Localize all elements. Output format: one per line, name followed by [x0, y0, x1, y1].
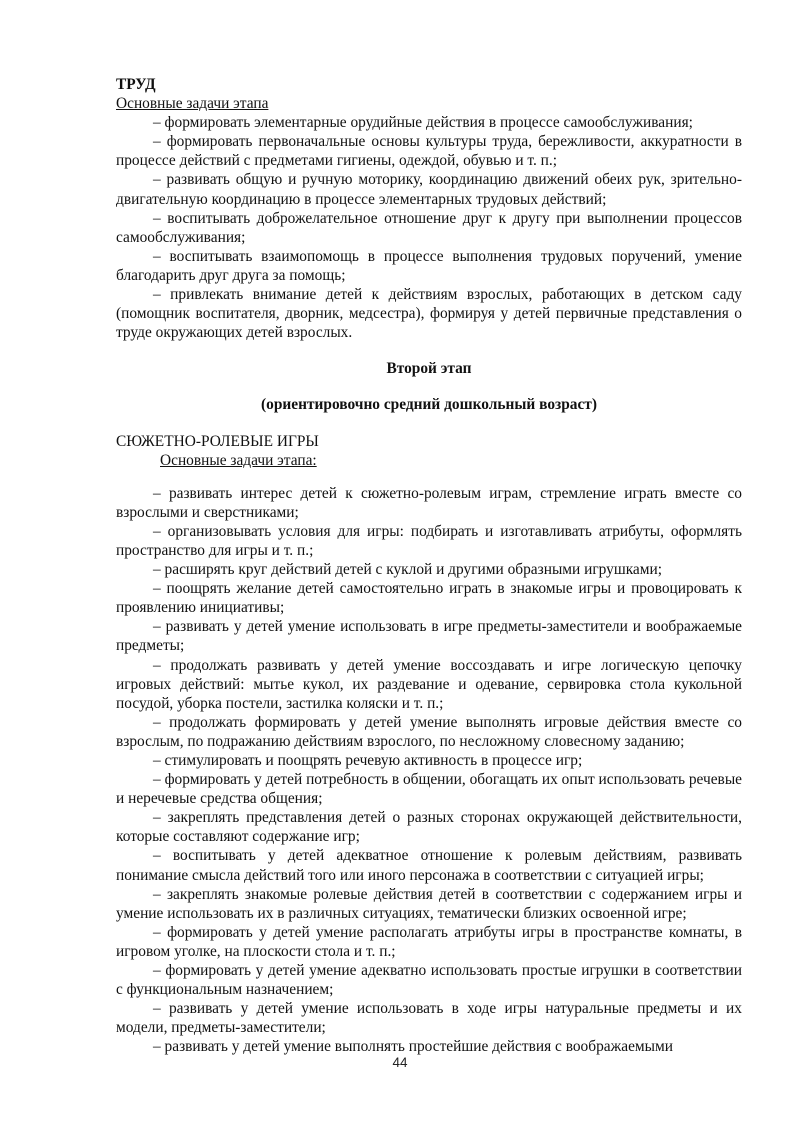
list-item: – расширять круг действий детей с куклой и другими образными игрушками; [153, 561, 663, 579]
list-item: – закреплять знакомые ролевые действия детей в соответствии с содержанием игры и умение использовать их в различных ситуациях, тематически близких освоенной игре; [116, 885, 742, 922]
list-item: – продолжать развивать у детей умение воссоздавать и игре логическую цепочку игровых действий: мытье кукол, их раздевание и одевание, сервировка стола кукольной посудой, уборка постели, застилка коляски и т. п.; [116, 656, 742, 712]
list-item: – развивать интерес детей к сюжетно-ролевым играм, стремление играть вместе со взрослыми и сверстниками; [116, 484, 742, 521]
stage-title: Второй этап [386, 360, 472, 378]
list-item: – развивать у детей умение использовать в ходе игры натуральные предметы и их модели, предметы-заместители; [116, 1000, 742, 1037]
document-page [116, 75, 742, 1057]
section-title-trud: ТРУД [116, 76, 156, 93]
list-item: – привлекать внимание детей к действиям взрослых, работающих в детском саду (помощник воспитателя, дворник, медсестра), формируя у детей первичные представления о труде окружающих детей взрослых. [116, 286, 742, 342]
page-number: 44 [392, 1055, 408, 1070]
list-item: – стимулировать и поощрять речевую активность в процессе игр; [153, 752, 583, 769]
list-item: – формировать первоначальные основы культуры труда, бережливости, аккуратности в процессе действий с предметами гигиены, одеждой, обувью и т. п.; [116, 133, 742, 170]
list-item: – развивать общую и ручную моторику, координацию движений обеих рук, зрительно-двигательную координацию в процессе элементарных трудовых действий; [116, 171, 742, 208]
list-item: – воспитывать доброжелательное отношение друг к другу при выполнении процессов самообслуживания; [116, 209, 742, 246]
stage-subtitle: (ориентировочно средний дошкольный возраст) [261, 396, 597, 414]
list-item: – формировать у детей умение адекватно использовать простые игрушки в соответствии с функциональным назначением; [116, 962, 742, 999]
list-item: – организовывать условия для игры: подбирать и изготавливать атрибуты, оформлять пространство для игры и т. п.; [116, 522, 742, 559]
list-item: – развивать у детей умение использовать в игре предметы-заместители и воображаемые предметы; [116, 618, 742, 655]
list-item: – развивать у детей умение выполнять простейшие действия с воображаемыми [153, 1038, 673, 1056]
list-item: – поощрять желание детей самостоятельно играть в знакомые игры и провоцировать к проявлению инициативы; [116, 580, 742, 617]
section-subtitle-games: Основные задачи этапа: [160, 451, 317, 469]
list-item: – формировать у детей потребность в общении, обогащать их опыт использовать речевые и неречевые средства общения; [116, 771, 742, 808]
list-item: – формировать элементарные орудийные действия в процессе самообслуживания; [153, 114, 693, 132]
list-item: – воспитывать взаимопомощь в процессе выполнения трудовых поручений, умение благодарить друг друга за помощь; [116, 247, 742, 284]
list-item: – формировать у детей умение располагать атрибуты игры в пространстве комнаты, в игровом уголке, на плоскости стола и т. п.; [116, 923, 742, 960]
list-item: – продолжать формировать у детей умение выполнять игровые действия вместе со взрослым, по подражанию действиям взрослого, по несложному словесному заданию; [116, 713, 742, 750]
list-item: – закреплять представления детей о разных сторонах окружающей действительности, которые составляют содержание игр; [116, 809, 742, 846]
list-item: – воспитывать у детей адекватное отношение к ролевым действиям, развивать понимание смысла действий того или иного персонажа в соответствии с ситуацией игры; [116, 847, 742, 884]
section-title-games: СЮЖЕТНО-РОЛЕВЫЕ ИГРЫ [116, 432, 319, 450]
section-subtitle-trud: Основные задачи этапа [116, 95, 269, 113]
